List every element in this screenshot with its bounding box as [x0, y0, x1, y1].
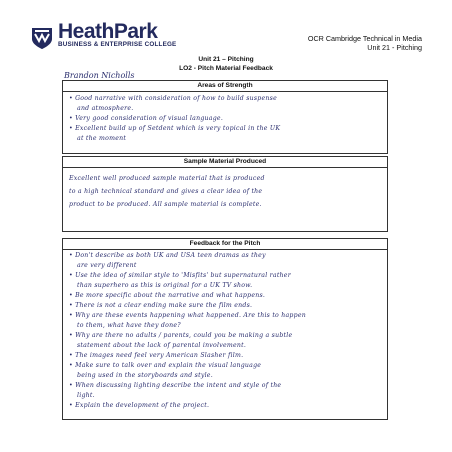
sample-line: to a high technical standard and gives a clear idea of the [69, 188, 263, 195]
strength-line: • Excellent build up of Setdent which is very topical in the UK [69, 125, 281, 132]
student-name: Brandon Nicholls [64, 71, 135, 80]
unit-title: Unit 21 – Pitching [198, 56, 254, 63]
feedback-line: statement about the lack of parental involvement. [77, 342, 247, 349]
sample-body [63, 168, 387, 213]
feedback-line: to them, what have they done? [77, 322, 181, 329]
strengths-body [63, 92, 387, 146]
feedback-line: • Why are these events happening what happened. Are this to happen [69, 312, 306, 319]
strength-line: and atmosphere. [77, 105, 134, 112]
feedback-line: • Don't describe as both UK and USA teen dramas as they [69, 252, 266, 259]
logo-subtitle: BUSINESS & ENTERPRISE COLLEGE [58, 41, 177, 48]
feedback-line: • There is not a clear ending make sure the film ends. [69, 302, 253, 309]
sample-material-box [62, 156, 388, 232]
strength-line: • Very good consideration of visual language. [69, 115, 224, 122]
course-header [308, 34, 422, 52]
sample-heading: Sample Material Produced [63, 157, 387, 168]
feedback-line: • Make sure to talk over and explain the visual language [69, 362, 262, 369]
unit-name: Unit 21 - Pitching [367, 43, 422, 52]
feedback-line: • The images need feel very American Slasher film. [69, 352, 244, 359]
strengths-heading: Areas of Strength [63, 81, 387, 92]
feedback-line: being used in the storyboards and style. [77, 372, 213, 379]
strength-line: • Good narrative with consideration of how to build suspense [69, 95, 278, 102]
sample-line: product to be produced. All sample material is complete. [69, 201, 262, 208]
feedback-line: light. [77, 392, 95, 399]
logo-name: HeathPark [58, 20, 158, 43]
shield-logo-icon [30, 26, 54, 50]
strength-line: at the moment [77, 135, 127, 142]
feedback-line: than superhero as this is original for a UK TV show. [77, 282, 253, 289]
feedback-body [63, 250, 387, 413]
lo-title: LO2 - Pitch Material Feedback [179, 64, 273, 72]
course-name: OCR Cambridge Technical in Media [307, 34, 422, 43]
pitch-feedback-box [62, 238, 388, 420]
feedback-line: • Be more specific about the narrative and what happens. [69, 292, 266, 299]
feedback-line: • Use the idea of similar style to 'Misfits' but supernatural rather [69, 272, 291, 279]
feedback-line: are very different [77, 262, 137, 269]
strengths-box [62, 80, 388, 154]
sample-line: Excellent well produced sample material that is produced [69, 175, 265, 182]
feedback-line: • Explain the development of the project. [69, 402, 210, 409]
feedback-line: • When discussing lighting describe the intent and style of the [69, 382, 282, 389]
feedback-heading: Feedback for the Pitch [63, 239, 387, 250]
feedback-line: • Why are there no adults / parents, could you be making a subtle [69, 332, 293, 339]
college-logo [30, 20, 210, 52]
